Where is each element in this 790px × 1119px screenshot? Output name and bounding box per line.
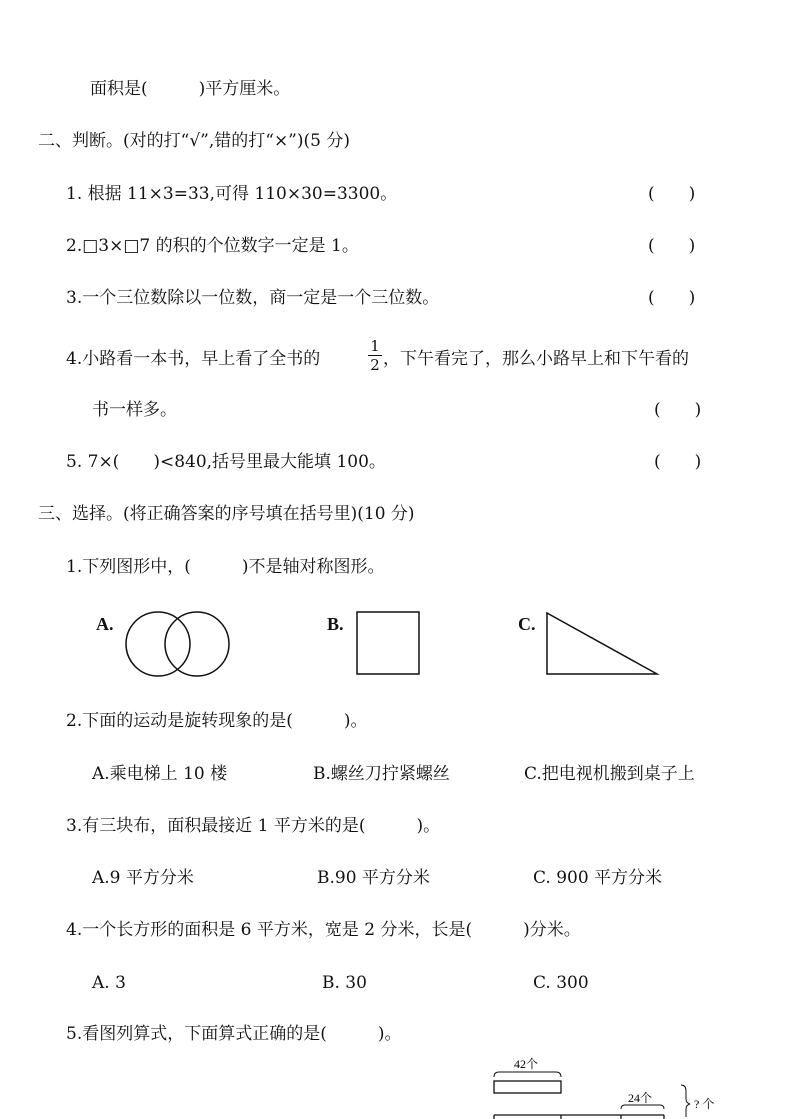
q4-option-a[interactable]: A. 3	[92, 973, 126, 993]
section3-heading: 三、选择。(将正确答案的序号填在括号里)(10 分)	[38, 504, 415, 524]
judge-item-4-part-c: 书一样多。	[92, 400, 177, 420]
choice-q4-text: 4.一个长方形的面积是 6 平方米，宽是 2 分米，长是( )分米。	[66, 920, 581, 940]
answer-blank-1[interactable]: ( )	[648, 184, 696, 204]
right-brace	[681, 1085, 690, 1117]
right-circle	[165, 612, 229, 676]
right-triangle-figure	[545, 611, 660, 677]
diagram-label-unknown: ? 个	[694, 1097, 715, 1111]
fraction-numerator: 1	[370, 337, 380, 355]
q4-option-b[interactable]: B. 30	[322, 973, 367, 993]
q1-option-b-label[interactable]: B.	[327, 614, 344, 634]
q3-option-a[interactable]: A.9 平方分米	[92, 868, 194, 888]
q2-option-c[interactable]: C.把电视机搬到桌子上	[524, 764, 695, 784]
choice-q2-text: 2.下面的运动是旋转现象的是( )。	[66, 711, 368, 731]
choice-q5-text: 5.看图列算式，下面算式正确的是( )。	[66, 1024, 402, 1044]
diagram-label-24: 24个	[628, 1091, 653, 1105]
quantity-bar-diagram	[488, 1055, 718, 1119]
judge-item-4-part-b: ，下午看完了，那么小路早上和下午看的	[383, 349, 689, 369]
triangle-shape	[547, 613, 657, 674]
choice-q1-text: 1.下列图形中，( )不是轴对称图形。	[66, 557, 385, 577]
fraction-one-half	[368, 338, 382, 373]
q4-option-c[interactable]: C. 300	[533, 973, 589, 993]
judge-item-1: 1. 根据 11×3=33,可得 110×30=3300。	[66, 184, 398, 204]
judge-item-3: 3.一个三位数除以一位数，商一定是一个三位数。	[66, 288, 440, 308]
answer-blank-3[interactable]: ( )	[648, 288, 696, 308]
section2-heading: 二、判断。(对的打“√”,错的打“×”)(5 分)	[38, 131, 350, 151]
q3-option-b[interactable]: B.90 平方分米	[317, 868, 430, 888]
choice-q3-text: 3.有三块布，面积最接近 1 平方米的是( )。	[66, 816, 441, 836]
diagram-label-42: 42个	[514, 1057, 539, 1071]
answer-blank-5[interactable]: ( )	[654, 452, 702, 472]
answer-blank-2[interactable]: ( )	[648, 236, 696, 256]
two-overlapping-circles-figure	[120, 608, 235, 680]
square-shape	[357, 612, 419, 674]
q2-option-b[interactable]: B.螺丝刀拧紧螺丝	[313, 764, 450, 784]
left-circle	[126, 612, 190, 676]
judge-item-2: 2.□3×□7 的积的个位数字一定是 1。	[66, 236, 359, 256]
brace-24	[621, 1105, 664, 1109]
judge-item-5: 5. 7×( )<840,括号里最大能填 100。	[66, 452, 386, 472]
square-figure	[356, 611, 422, 677]
fraction-denominator: 2	[370, 356, 380, 374]
q2-option-a[interactable]: A.乘电梯上 10 楼	[92, 764, 228, 784]
top-line: 面积是( )平方厘米。	[90, 79, 291, 99]
judge-item-4-part-a: 4.小路看一本书，早上看了全书的	[66, 349, 321, 369]
q3-option-c[interactable]: C. 900 平方分米	[533, 868, 663, 888]
q1-option-a-label[interactable]: A.	[96, 614, 114, 634]
q1-option-c-label[interactable]: C.	[518, 614, 536, 634]
brace-42	[494, 1072, 561, 1077]
bar-42	[494, 1081, 561, 1093]
answer-blank-4[interactable]: ( )	[654, 400, 702, 420]
